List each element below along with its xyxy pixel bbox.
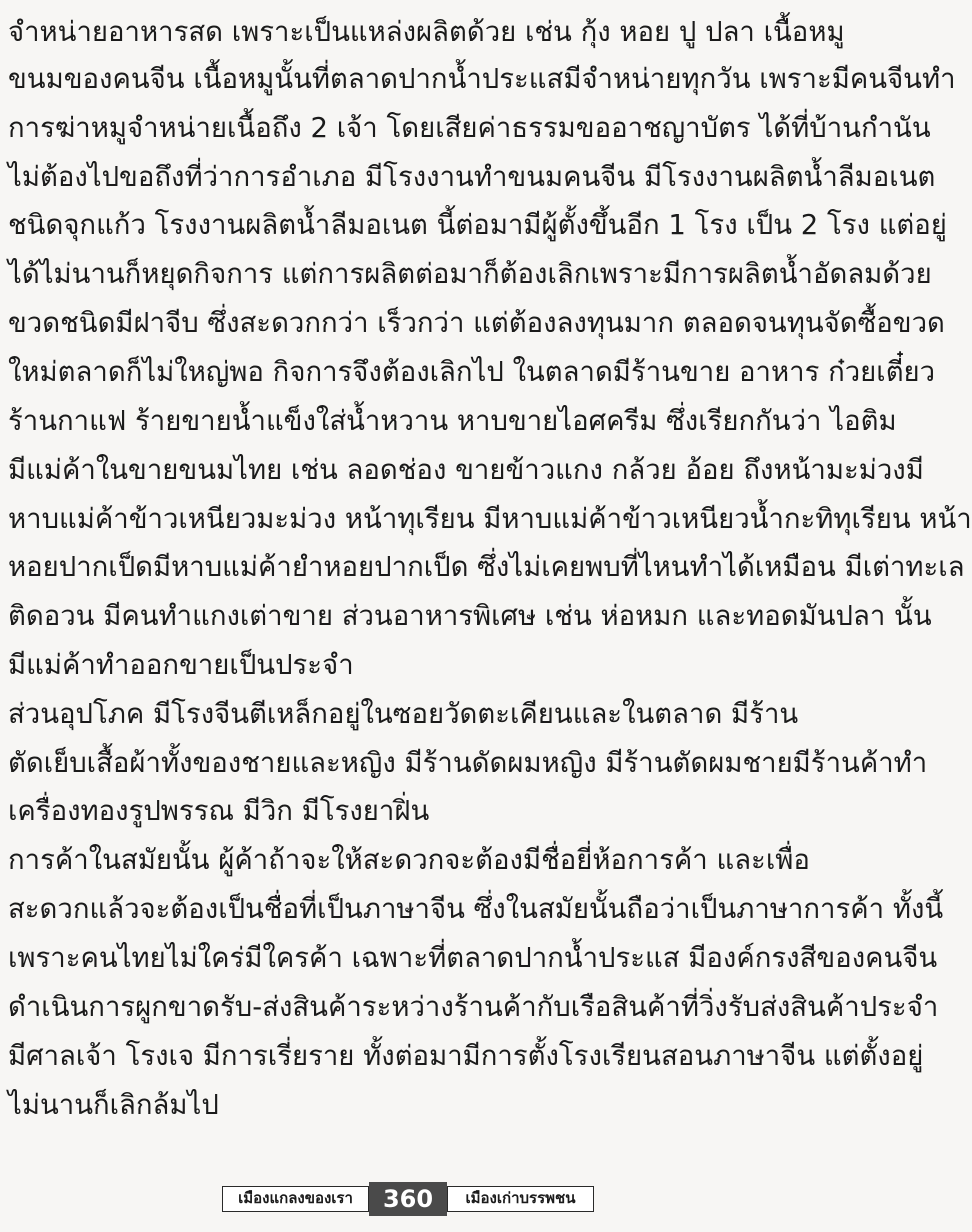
text-line: เพราะคนไทยไม่ใคร่มีใครค้า เฉพาะที่ตลาดปากน้ำประแส มีองค์กรงสีของคนจีน	[8, 942, 938, 974]
text-line: มีแม่ค้าทำออกขายเป็นประจำ	[8, 649, 354, 681]
footer-book-title: เมืองแกลงของเรา	[222, 1186, 369, 1212]
text-line: หาบแม่ค้าข้าวเหนียวมะม่วง หน้าทุเรียน มีหาบแม่ค้าข้าวเหนียวน้ำกะทิทุเรียน หน้า	[8, 503, 972, 535]
text-line: ดำเนินการผูกขาดรับ-ส่งสินค้าระหว่างร้านค้ากับเรือสินค้าที่วิ่งรับส่งสินค้าประจำ	[8, 991, 939, 1023]
text-line: ส่วนอุปโภค มีโรงจีนตีเหล็กอยู่ในซอยวัดตะเคียนและในตลาด มีร้าน	[8, 698, 799, 730]
text-line: ใหม่ตลาดก็ไม่ใหญ่พอ กิจการจึงต้องเลิกไป ในตลาดมีร้านขาย อาหาร ก๋วยเตี๋ยว	[8, 356, 936, 388]
text-line: หอยปากเป็ดมีหาบแม่ค้ายำหอยปากเป็ด ซึ่งไม่เคยพบที่ไหนทำได้เหมือน มีเต่าทะเล	[8, 551, 965, 583]
footer-chapter-title: เมืองเก่าบรรพชน	[447, 1186, 594, 1212]
text-line: ติดอวน มีคนทำแกงเต่าขาย ส่วนอาหารพิเศษ เช่น ห่อหมก และทอดมันปลา นั้น	[8, 600, 932, 632]
page-footer	[222, 1182, 594, 1216]
text-line: สะดวกแล้วจะต้องเป็นชื่อที่เป็นภาษาจีน ซึ่งในสมัยนั้นถือว่าเป็นภาษาการค้า ทั้งนี้	[8, 893, 944, 925]
text-line: มีศาลเจ้า โรงเจ มีการเรี่ยราย ทั้งต่อมามีการตั้งโรงเรียนสอนภาษาจีน แต่ตั้งอยู่	[8, 1040, 924, 1072]
text-line: จำหน่ายอาหารสด เพราะเป็นแหล่งผลิตด้วย เช่น กุ้ง หอย ปู ปลา เนื้อหมู	[8, 16, 845, 48]
text-line: ตัดเย็บเสื้อผ้าทั้งของชายและหญิง มีร้านดัดผมหญิง มีร้านตัดผมชายมีร้านค้าทำ	[8, 747, 928, 779]
text-line: ขนมของคนจีน เนื้อหมูนั้นที่ตลาดปากน้ำประแสมีจำหน่ายทุกวัน เพราะมีคนจีนทำ	[8, 63, 956, 95]
text-line: ไม่นานก็เลิกล้มไป	[8, 1089, 219, 1121]
text-line: เครื่องทองรูปพรรณ มีวิก มีโรงยาฝิ่น	[8, 795, 430, 827]
text-line: ชนิดจุกแก้ว โรงงานผลิตน้ำลีมอเนต นี้ต่อมามีผู้ตั้งขึ้นอีก 1 โรง เป็น 2 โรง แต่อยู่	[8, 209, 947, 241]
text-line: ขวดชนิดมีฝาจีบ ซึ่งสะดวกกว่า เร็วกว่า แต่ต้องลงทุนมาก ตลอดจนทุนจัดซื้อขวด	[8, 307, 945, 339]
text-line: ได้ไม่นานก็หยุดกิจการ แต่การผลิตต่อมาก็ต้องเลิกเพราะมีการผลิตน้ำอัดลมด้วย	[8, 258, 932, 290]
text-line: มีแม่ค้าในขายขนมไทย เช่น ลอดช่อง ขายข้าวแกง กล้วย อ้อย ถึงหน้ามะม่วงมี	[8, 454, 924, 486]
text-line: การฆ่าหมูจำหน่ายเนื้อถึง 2 เจ้า โดยเสียค่าธรรมขออาชญาบัตร ได้ที่บ้านกำนัน	[8, 112, 931, 144]
text-line: การค้าในสมัยนั้น ผู้ค้าถ้าจะให้สะดวกจะต้องมีชื่อยี่ห้อการค้า และเพื่อ	[8, 844, 810, 876]
text-line: ร้านกาแฟ ร้ายขายน้ำแข็งใส่น้ำหวาน หาบขายไอศครีม ซึ่งเรียกกันว่า ไอติม	[8, 405, 897, 437]
text-line: ไม่ต้องไปขอถึงที่ว่าการอำเภอ มีโรงงานทำขนมคนจีน มีโรงงานผลิตน้ำลีมอเนต	[8, 161, 936, 193]
page-number: 360	[369, 1182, 447, 1216]
